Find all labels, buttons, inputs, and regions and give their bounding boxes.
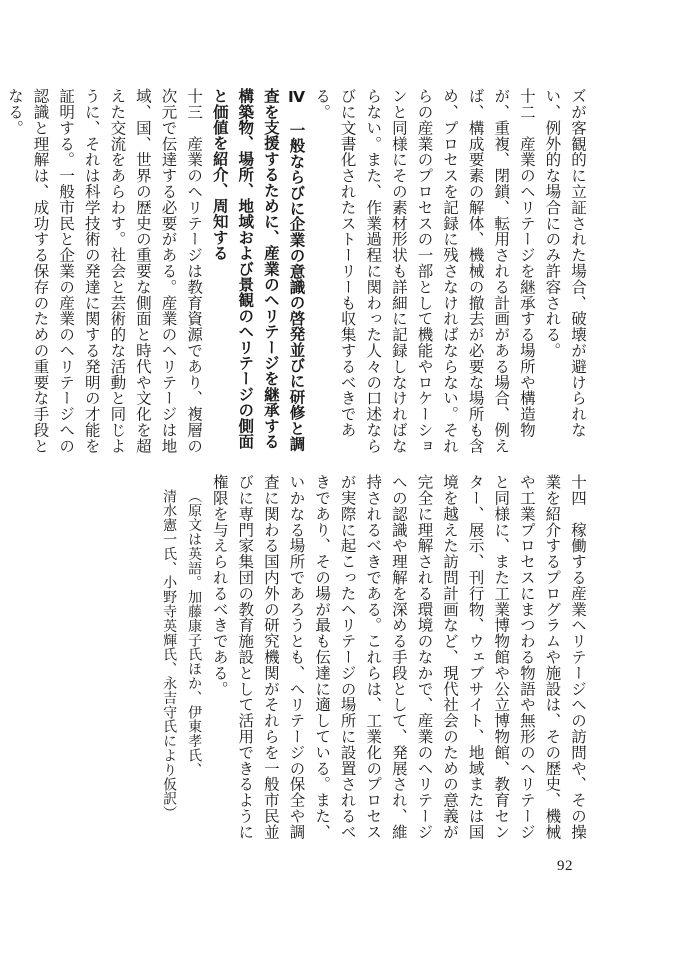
paragraph-continuation: ズが客観的に立証された場合、破壊が避けられない、例外的な場合にのみ許容される。: [543, 88, 587, 438]
translation-credit-line-2: 清水憲一氏、小野寺英輝氏、永吉守氏により仮訳）: [161, 489, 178, 821]
paragraph-article-14: 十四 稼働する産業ヘリテージへの訪問や、その操業を紹介するプログラムや施設は、その歴史、機械や工業プロセスにまつわる物語や無形のヘリテージと同様に、また工業博物館や公立博物館、教育センター、展示、刊行物、ウェブサイト、地域または国境を越えた訪問計画など、現代社会のための意義が完全に理解される環境のなかで、産業のヘリテージへの認識や理解を深める手段として、発展され、維持されるべきである。これらは、工業化のプロセスが実際に起こったヘリテージの場所に設置されるべきであり、その場が最も伝達に適している。また、いかなる場所であろうとも、ヘリテージの保全や調査に関わる国内外の研究機関がそれらを一般市民並びに専門家集団の教育施設として活用できるように権限を与えられるべきである。: [210, 474, 587, 840]
upper-text-block: [5, 88, 590, 456]
paragraph-article-12: 十二 産業のヘリテージを継承する場所や構造物が、重複、閉鎖、転用される計画がある場合、例えば、構成要素の解体、機械の撤去が必要な場所も含め、プロセスを記録に残さなければならない。それらの産業のプロセスの一部として機能やロケーションと同様にその素材形状も詳細に記録しなければならない。また、作業過程に関わった人々の口述ならびに文書化されたストーリーも収集するべきである。: [313, 88, 536, 454]
lower-text-block: [82, 474, 590, 842]
paragraph-article-13: 十三 産業のヘリテージは教育資源であり、複層の次元で伝達する必要がある。産業のヘリテージは地域、国、世界の歴史の重要な側面と時代や文化を超えた交流をあらわす。社会と芸術的な活動と同じように、それは科学技術の発達に関する発明の才能を証明する。一般市民と企業の産業のヘリテージへの認識と理解は、成功する保存のための重要な手段となる。: [5, 88, 204, 454]
page-number: 92: [557, 858, 573, 874]
translation-credit-line-1: （原文は英語。加藤康子氏ほか、伊東孝氏、: [186, 489, 203, 777]
section-heading-iv: Ⅳ 一般ならびに企業の意識の啓発並びに研修と調査を支援するために、産業のヘリテージを継承する構築物、場所、地域および景観のヘリテージの側面と価値を紹介、周知する: [210, 88, 306, 452]
